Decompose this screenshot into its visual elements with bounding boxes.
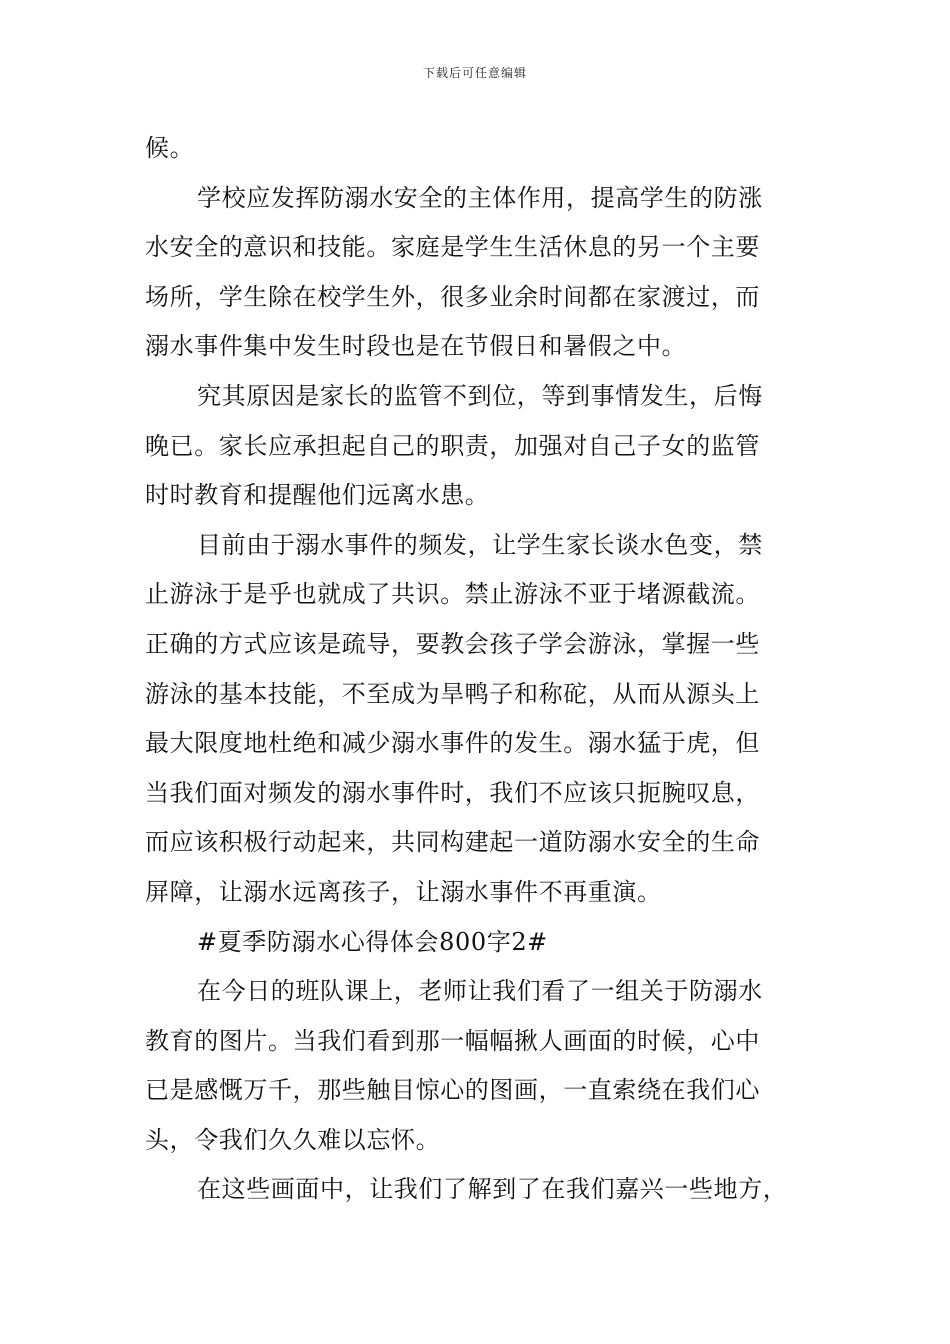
paragraph-first-line: 在这些画面中，让我们了解到了在我们嘉兴一些地方，	[197, 1175, 788, 1204]
paragraph-first-line: 究其原因是家长的监管不到位，等到事情发生，后悔	[197, 381, 763, 410]
paragraph-line: 屏障，让溺水远离孩子，让溺水事件不再重演。	[145, 877, 662, 906]
paragraph-line: 场所，学生除在校学生外，很多业余时间都在家渡过，而	[145, 282, 760, 311]
paragraph-line: 时时教育和提醒他们远离水患。	[145, 481, 490, 510]
paragraph-line: 候。	[145, 134, 195, 162]
paragraph-line: 当我们面对频发的溺水事件时，我们不应该只扼腕叹息，	[145, 778, 760, 807]
paragraph-line: 止游泳于是乎也就成了共识。禁止游泳不亚于堵源截流。	[145, 580, 760, 609]
paragraph-line: 正确的方式应该是疏导，要教会孩子学会游泳，掌握一些	[145, 629, 760, 658]
paragraph-line: 溺水事件集中发生时段也是在节假日和暑假之中。	[145, 332, 687, 361]
paragraph-first-line: 学校应发挥防溺水安全的主体作用，提高学生的防涨	[197, 183, 763, 212]
paragraph-line: 晚已。家长应承担起自己的职责，加强对自己子女的监管	[145, 431, 760, 460]
paragraph-line: 最大限度地杜绝和减少溺水事件的发生。溺水猛于虎，但	[145, 729, 760, 758]
paragraph-line: 教育的图片。当我们看到那一幅幅揪人画面的时候，心中	[145, 1026, 760, 1055]
paragraph-line: 而应该积极行动起来，共同构建起一道防溺水安全的生命	[145, 828, 760, 857]
paragraph-first-line: 在今日的班队课上，老师让我们看了一组关于防溺水	[197, 977, 763, 1006]
paragraph-line: 水安全的意识和技能。家庭是学生生活休息的另一个主要	[145, 233, 760, 262]
page-header-note: 下载后可任意编辑	[422, 66, 527, 80]
paragraph-line: 头，令我们久久难以忘怀。	[145, 1125, 441, 1154]
paragraph-line: 已是感慨万千，那些触目惊心的图画，一直索绕在我们心	[145, 1076, 760, 1105]
paragraph-first-line: 目前由于溺水事件的频发，让学生家长谈水色变，禁	[197, 530, 763, 559]
paragraph-line: 游泳的基本技能，不至成为旱鸭子和称砣，从而从源头上	[145, 679, 760, 708]
document-body	[145, 124, 825, 1215]
paragraph-first-line: #夏季防溺水心得体会800字2#	[197, 927, 548, 956]
